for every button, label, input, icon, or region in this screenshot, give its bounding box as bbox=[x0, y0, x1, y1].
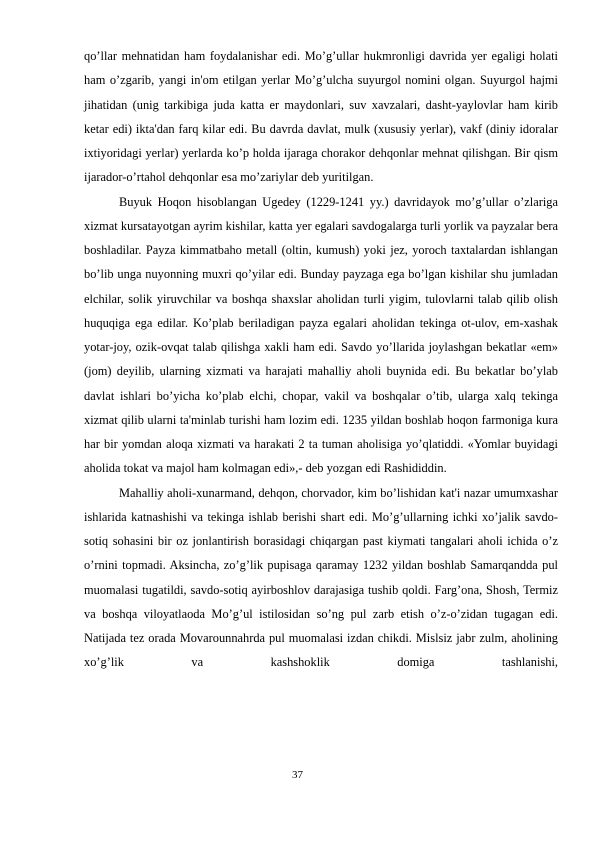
paragraph-2: Buyuk Hoqon hisoblangan Ugedey (1229-1241 yy.) davridayok mo’g’ullar o’zlariga xizmat kursatayotgan ayrim kishilar, katta yer egalari savdogalarga turli yorlik va payzalar bera boshladilar. Payza kimmatbaho metall (oltin, kumush) yoki jez, yoroch taxtalardan ishlangan bo’lib unga nuyonning muxri qo’yilar edi. Bunday payzaga ega bo’lgan kishilar shu jumladan elchilar, solik yiruvchilar va boshqa shaxslar aholidan turli yigim, tulovlarni talab qilib olish huquqiga ega edilar. Ko’plab beriladigan payza egalari aholidan tekinga ot-ulov, em-xashak yotar-joy, ozik-ovqat talab qilishga xakli ham edi. Savdo yo’llarida joylashgan bekatlar «em» (jom) deyilib, ularning xizmati va harajati mahalliy aholi buynida edi. Bu bekatlar bo’ylab davlat ishlari bo’yicha ko’plab elchi, chopar, vakil va boshqalar o’tib, ularga xalq tekinga xizmat qilib ularni ta'minlab turishi ham lozim edi. 1235 yildan boshlab hoqon farmoniga kura har bir yomdan aloqa xizmati va harakati 2 ta tuman aholisiga yo’qlatiddi. «Yomlar buyidagi aholida tokat va majol ham kolmagan edi»,- deb yozgan edi Rashididdin. bbox=[84, 194, 558, 476]
paragraph-3: Mahalliy aholi-xunarmand, dehqon, chorvador, kim bo’lishidan kat'i nazar umumxashar ishlarida katnashishi va tekinga ishlab berishi shart edi. Mo’g’ullarning ichki xo’jalik savdo-sotiq sohasini bir oz jonlantirish borasidagi chiqargan past kiymati tangalari aholi ichida o’z o’rnini topmadi. Aksincha, zo’g’lik pupisaga qaramay 1232 yildan boshlab Samarqandda pul muomalasi tugatildi, savdo-sotiq ayirboshlov darajasiga tushib qoldi. Farg’ona, Shosh, Termiz va boshqa viloyatlaoda Mo’g’ul istilosidan so’ng pul zarb etish o’z-o’zidan tugagan edi. Natijada tez orada Movarounnahrda pul muomalasi izdan chikdi. Mislsiz jabr zulm, aholining xo’g’lik va kashshoklik domiga tashlanishi, bbox=[84, 485, 558, 670]
body-text bbox=[84, 44, 558, 675]
page-number: 37 bbox=[292, 769, 303, 781]
paragraph-1: qo’llar mehnatidan ham foydalanishar edi. Mo’g’ullar hukmronligi davrida yer egaligi holati ham o’zgarib, yangi in'om etilgan yerlar Mo’g’ulcha suyurgol nomini olgan. Suyurgol hajmi jihatidan (unig tarkibiga juda katta er maydonlari, suv xavzalari, dasht-yaylovlar ham kirib ketar edi) ikta'dan farq kilar edi. Bu davrda davlat, mulk (xususiy yerlar), vakf (diniy idoralar ixtiyoridagi yerlar) yerlarda ko’p holda ijaraga chorakor dehqonlar mehnat qilishgan. Bir qism ijarador-o’rtahol dehqonlar esa mo’zariylar deb yuritilgan. bbox=[84, 49, 558, 185]
